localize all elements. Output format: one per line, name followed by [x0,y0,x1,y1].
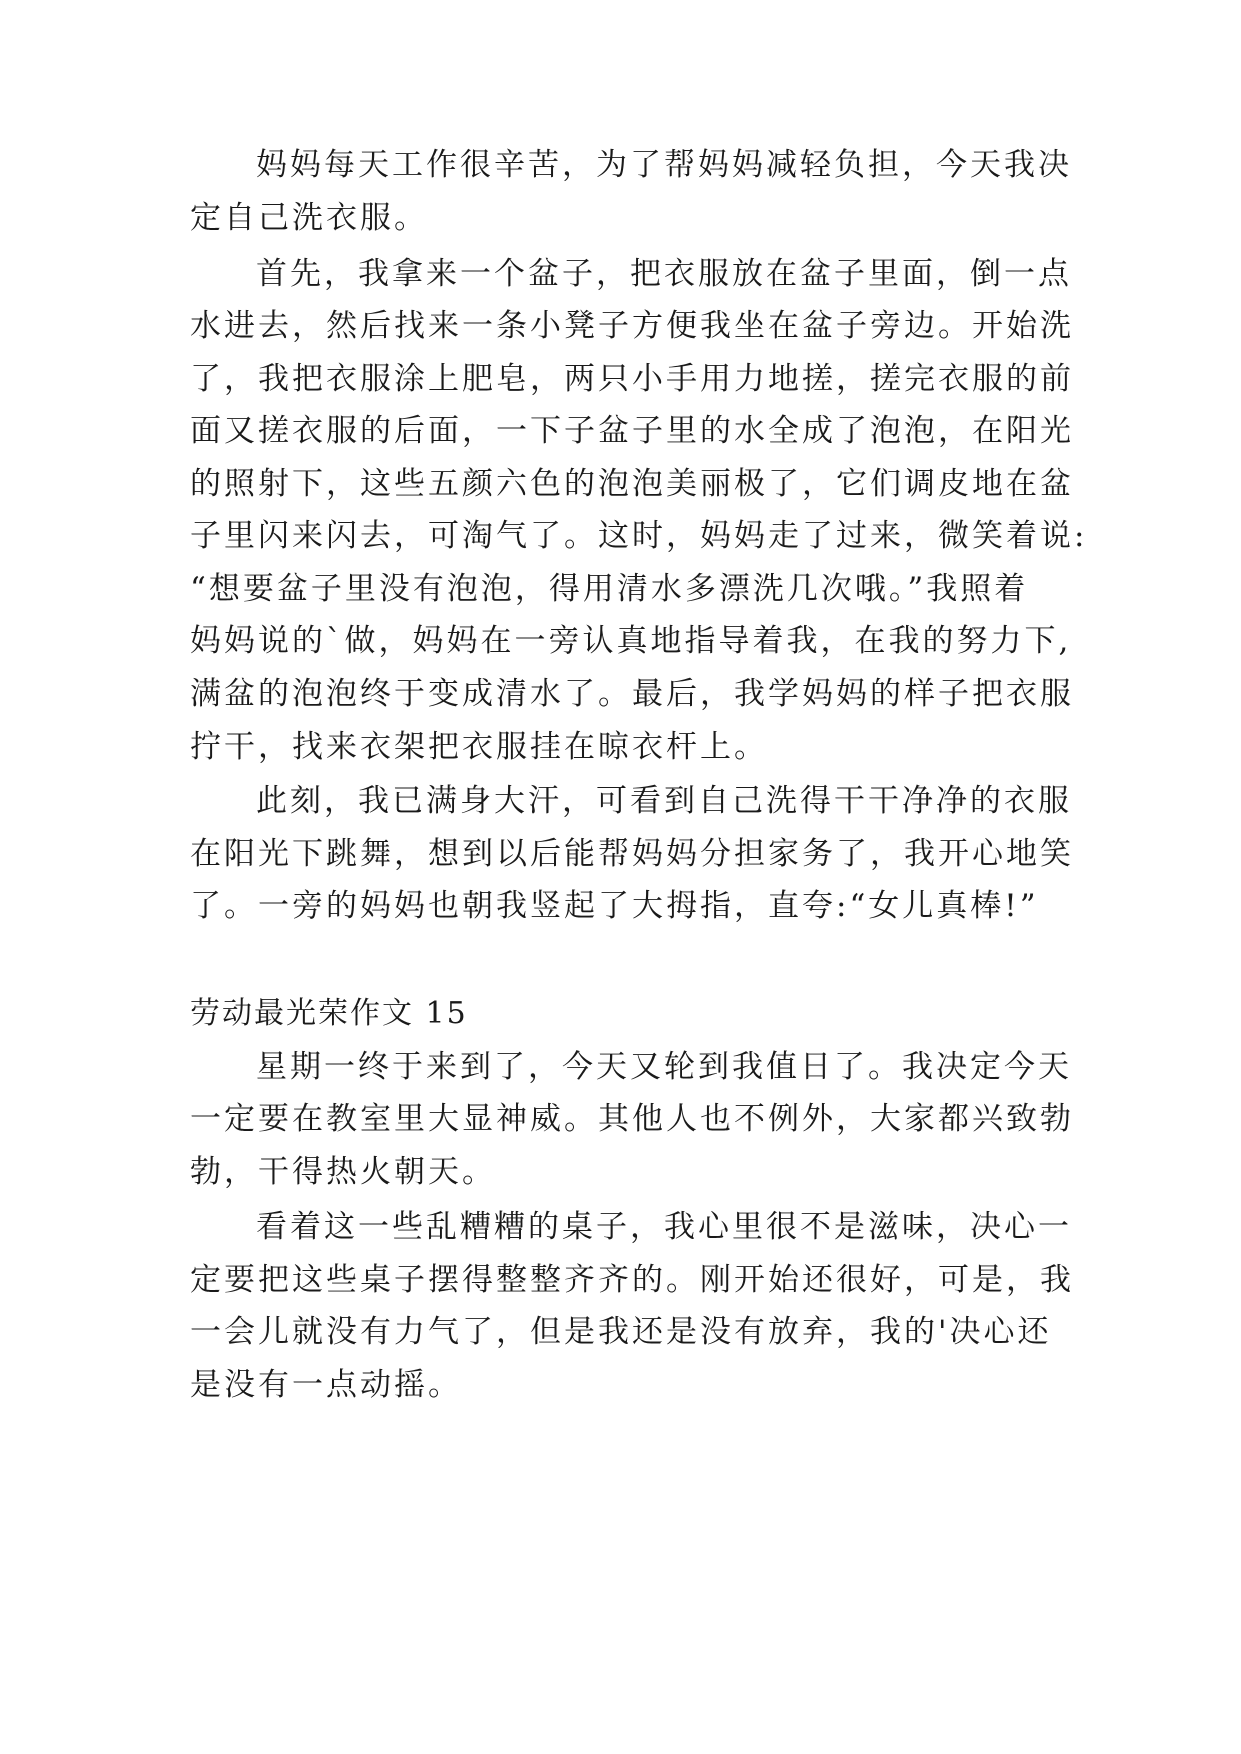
text-line: 看着这一些乱糟糟的桌子，我心里很不是滋味，决心一 [256,1209,1072,1245]
text-line: 妈妈每天工作很辛苦，为了帮妈妈减轻负担，今天我决 [256,147,1072,183]
essay-heading: 劳动最光荣作文 15 [190,996,468,1031]
text-line: 首先，我拿来一个盆子，把衣服放在盆子里面，倒一点 [256,256,1072,292]
text-line: 水进去，然后找来一条小凳子方便我坐在盆子旁边。开始洗 [190,308,1074,344]
text-line: 一定要在教室里大显神威。其他人也不例外，大家都兴致勃 [190,1101,1074,1137]
text-line: 妈妈说的`做，妈妈在一旁认真地指导着我，在我的努力下, [190,623,1072,659]
text-line: 星期一终于来到了，今天又轮到我值日了。我决定今天 [256,1049,1072,1085]
text-line: 一会儿就没有力气了，但是我还是没有放弃，我的'决心还 [190,1314,1052,1350]
text-line: “想要盆子里没有泡泡，得用清水多漂洗几次哦。”我照着 [190,571,1029,607]
text-line: 定自己洗衣服。 [190,200,428,236]
text-line: 了，我把衣服涂上肥皂，两只小手用力地搓，搓完衣服的前 [190,361,1074,397]
text-line: 面又搓衣服的后面，一下子盆子里的水全成了泡泡，在阳光 [190,413,1074,449]
text-line: 了。一旁的妈妈也朝我竖起了大拇指，直夸:“女儿真棒!” [190,888,1039,924]
text-line: 满盆的泡泡终于变成清水了。最后，我学妈妈的样子把衣服 [190,676,1074,712]
text-line: 是没有一点动摇。 [190,1367,462,1403]
text-line: 勃，干得热火朝天。 [190,1154,496,1190]
text-line: 的照射下，这些五颜六色的泡泡美丽极了，它们调皮地在盆 [190,466,1074,502]
text-line: 拧干，找来衣架把衣服挂在晾衣杆上。 [190,729,768,765]
text-line: 子里闪来闪去，可淘气了。这时，妈妈走了过来，微笑着说: [190,518,1088,554]
text-line: 定要把这些桌子摆得整整齐齐的。刚开始还很好，可是，我 [190,1262,1074,1298]
text-line: 在阳光下跳舞，想到以后能帮妈妈分担家务了，我开心地笑 [190,836,1074,872]
text-line: 此刻，我已满身大汗，可看到自己洗得干干净净的衣服 [256,783,1072,819]
